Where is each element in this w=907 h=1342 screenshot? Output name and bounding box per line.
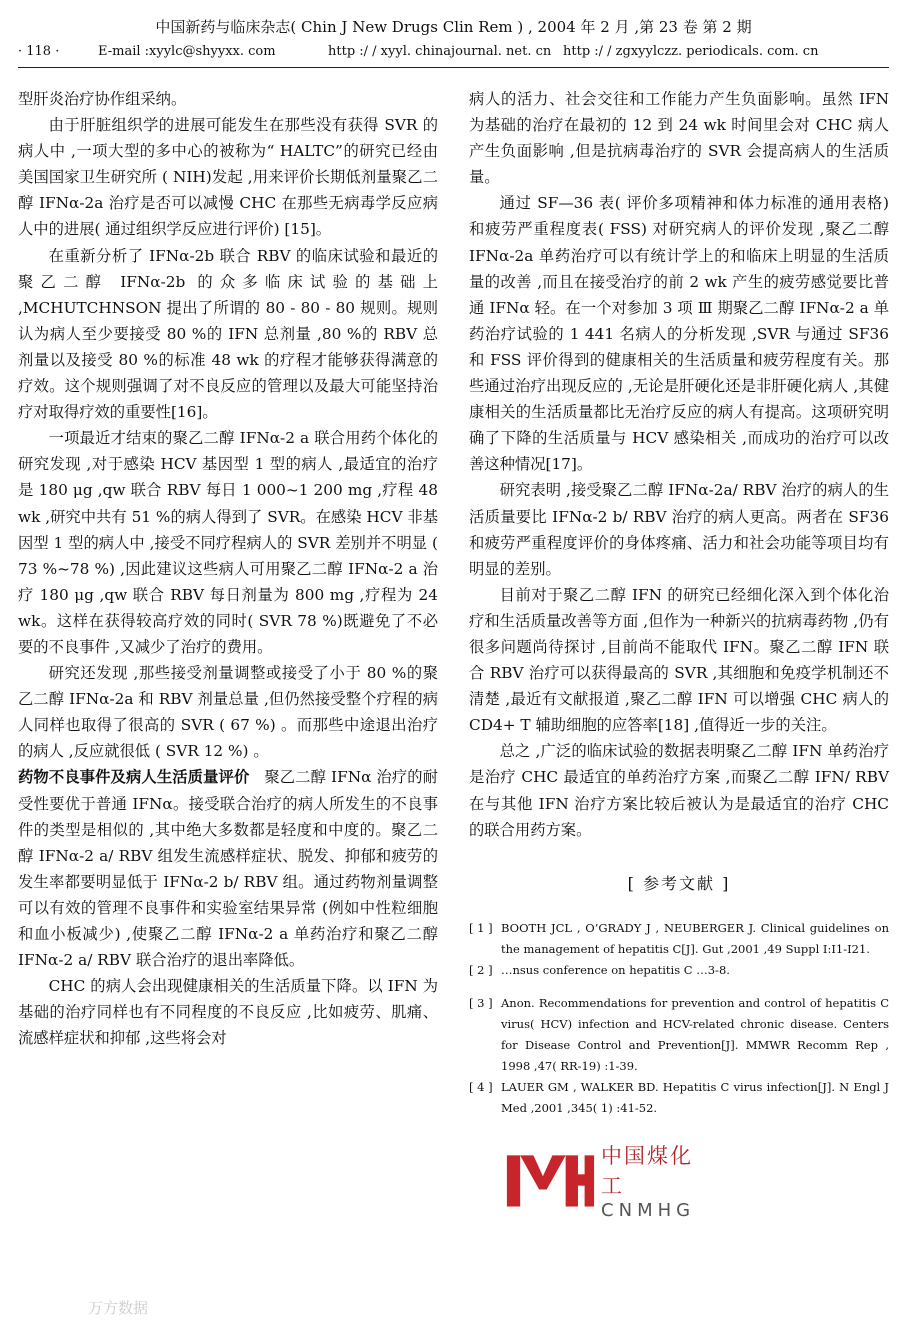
right-column bbox=[469, 86, 889, 1119]
logo-mark-icon bbox=[505, 1150, 595, 1210]
logo-english-text: CNMHG bbox=[601, 1199, 696, 1221]
reference-number: [ 3 ] bbox=[469, 995, 493, 1010]
paragraph: 研究还发现 ,那些接受剂量调整或接受了小于 80 %的聚乙二醇 IFNα-2a 和 RBV 剂量总量 ,但仍然接受整个疗程的病人同样也取得了很高的 SVR ( 67 %) 。而那些中途退出治疗的病人 ,反应就很低 ( SVR 12 %) 。 bbox=[18, 664, 438, 761]
reference-text: …nsus conference on hepatitis C …3-8. bbox=[501, 962, 730, 977]
reference-text: Anon. Recommendations for prevention and control of hepatitis C virus( HCV) infection and HCV-related chronic disease. Centers for Disease Control and Prevention[J]. MMWR Recomm Rep , 1998 ,47( RR-19) :1-39. bbox=[501, 995, 889, 1073]
reference-item bbox=[469, 918, 889, 960]
reference-item bbox=[469, 960, 889, 981]
reference-item bbox=[469, 1077, 889, 1119]
journal-url-1: http :/ / xyyl. chinajournal. net. cn bbox=[328, 44, 552, 59]
paragraph: 通过 SF—36 表( 评价多项精神和体力标准的通用表格) 和疲劳严重程度表( FSS) 对研究病人的评价发现 ,聚乙二醇 IFNα-2a 单药治疗可以有统计学上的和临床上明显的生活质量的改善 ,而且在接受治疗的前 2 wk 产生的疲劳感觉要比普通 IFNα 轻。在一个对参加 3 项 Ⅲ 期聚乙二醇 IFNα-2 a 单药治疗试验的 1 441 名病人的分析发现 ,SVR 与通过 SF36 和 FSS 评价得到的健康相关的生活质量和疲劳程度有关。那些通过治疗出现反应的 ,无论是肝硬化还是非肝硬化病人 ,其健康相关的生活质量都比无治疗反应的病人有提高。这项研究明确了下降的生活质量与 HCV 感染相关 ,而成功的治疗可以改善这种情况[17]。 bbox=[469, 194, 889, 474]
reference-list bbox=[469, 918, 889, 1119]
paragraph: 在重新分析了 IFNα-2b 联合 RBV 的临床试验和最近的聚乙二醇 IFNα-2b 的众多临床试验的基础上 ,MCHUTCHNSON 提出了所谓的 80 - 80 - 80 规则。规则认为病人至少要接受 80 %的 IFN 总剂量 ,80 %的 RBV 总剂量以及接受 80 %的标准 48 wk 的疗程才能够获得满意的疗效。这个规则强调了对不良反应的管理以及最大可能坚持治疗对取得疗效的重要性[16]。 bbox=[18, 246, 438, 422]
journal-url-2: http :/ / zgxyylczz. periodicals. com. cn bbox=[563, 44, 819, 59]
reference-number: [ 4 ] bbox=[469, 1079, 493, 1094]
header-divider bbox=[18, 67, 889, 68]
paragraph: 总之 ,广泛的临床试验的数据表明聚乙二醇 IFN 单药治疗是治疗 CHC 最适宜的单药治疗方案 ,而聚乙二醇 IFN/ RBV 在与其他 IFN 治疗方案比较后被认为是最适宜的治疗 CHC 的联合用药方案。 bbox=[469, 742, 889, 839]
paragraph: 目前对于聚乙二醇 IFN 的研究已经细化深入到个体化治疗和生活质量改善等方面 ,但作为一种新兴的抗病毒药物 ,仍有很多问题尚待探讨 ,目前尚不能取代 IFN。聚乙二醇 IFN 联合 RBV 治疗可以获得最高的 SVR ,其细胞和免疫学机制还不清楚 ,最近有文献报道 ,聚乙二醇 IFN 可以增强 CHC 病人的 CD4+ T 辅助细胞的应答率[18] ,值得近一步的关注。 bbox=[469, 585, 889, 735]
section-paragraph bbox=[18, 764, 438, 973]
logo-chinese-text: 中国煤化工 bbox=[601, 1143, 694, 1198]
reference-number: [ 2 ] bbox=[469, 962, 493, 977]
paragraph: 型肝炎治疗协作组采纳。 bbox=[18, 90, 187, 108]
publisher-logo bbox=[505, 1143, 710, 1221]
paragraph: 研究表明 ,接受聚乙二醇 IFNα-2a/ RBV 治疗的病人的生活质量要比 IFNα-2 b/ RBV 治疗的病人更高。两者在 SF36 和疲劳严重程度评价的身体疼痛、活力和社会功能等项目均有明显的差别。 bbox=[469, 481, 889, 578]
paragraph: 病人的活力、社会交往和工作能力产生负面影响。虽然 IFN 为基础的治疗在最初的 12 到 24 wk 时间里会对 CHC 病人产生负面影响 ,但是抗病毒治疗的 SVR 会提高病人的生活质量。 bbox=[469, 90, 889, 187]
reference-item bbox=[469, 993, 889, 1077]
reference-text: BOOTH JCL , O’GRADY J , NEUBERGER J. Clinical guidelines on the management of hepatitis C[J]. Gut ,2001 ,49 Suppl Ⅰ:Ⅰ1-Ⅰ21. bbox=[501, 920, 889, 956]
section-body: 聚乙二醇 IFNα 治疗的耐受性要优于普通 IFNα。接受联合治疗的病人所发生的不良事件的类型是相似的 ,其中绝大多数都是轻度和中度的。聚乙二醇 IFNα-2 a/ RBV 组发生流感样症状、脱发、抑郁和疲劳的发生率都要明显低于 IFNα-2 b/ RBV 组。通过药物剂量调整可以有效的管理不良事件和实验室结果异常 (例如中性粒细胞和血小板减少) ,使聚乙二醇 IFNα-2 a 单药治疗和聚乙二醇 IFNα-2 a/ RBV 联合治疗的退出率降低。 bbox=[18, 768, 438, 970]
header-meta-line bbox=[18, 44, 889, 59]
page-number: · 118 · bbox=[18, 44, 60, 59]
reference-text: LAUER GM , WALKER BD. Hepatitis C virus infection[J]. N Engl J Med ,2001 ,345( 1) :41-52. bbox=[501, 1079, 889, 1115]
paragraph: 一项最近才结束的聚乙二醇 IFNα-2 a 联合用药个体化的研究发现 ,对于感染 HCV 基因型 1 型的病人 ,最适宜的治疗是 180 μg ,qw 联合 RBV 每日 1 000~1 200 mg ,疗程 48 wk ,研究中共有 51 %的病人得到了 SVR。在感染 HCV 非基因型 1 型的病人中 ,接受不同疗程病人的 SVR 差别并不明显 ( 73 %~78 %) ,因此建议这些病人可用聚乙二醇 IFNα-2 a 治疗 180 μg ,qw 联合 RBV 每日剂量为 800 mg ,疗程为 24 wk。这样在获得较高疗效的同时( SVR 78 %)既避免了不必要的不良事件 ,又减少了治疗的费用。 bbox=[18, 429, 438, 656]
reference-number: [ 1 ] bbox=[469, 920, 493, 935]
watermark: 万方数据 bbox=[88, 1299, 149, 1317]
references-heading: [ 参考文献 ] bbox=[627, 873, 731, 893]
left-column bbox=[18, 86, 438, 1051]
paragraph: CHC 的病人会出现健康相关的生活质量下降。以 IFN 为基础的治疗同样也有不同程度的不良反应 ,比如疲劳、肌痛、流感样症状和抑郁 ,这些将会对 bbox=[18, 977, 438, 1048]
email-address: E-mail :xyylc@shyyxx. com bbox=[98, 44, 276, 59]
journal-header: 中国新药与临床杂志( Chin J New Drugs Clin Rem ) , 2004 年 2 月 ,第 23 卷 第 2 期 bbox=[155, 18, 752, 36]
paragraph: 由于肝脏组织学的进展可能发生在那些没有获得 SVR 的病人中 ,一项大型的多中心的被称为“ HALTC”的研究已经由美国国家卫生研究所 ( NIH)发起 ,用来评价长期低剂量聚乙二醇 IFNα-2a 治疗是否可以减慢 CHC 在那些无病毒学反应病人中的进展( 通过组织学反应进行评价) [15]。 bbox=[18, 116, 438, 239]
section-title: 药物不良事件及病人生活质量评价 bbox=[18, 768, 250, 787]
